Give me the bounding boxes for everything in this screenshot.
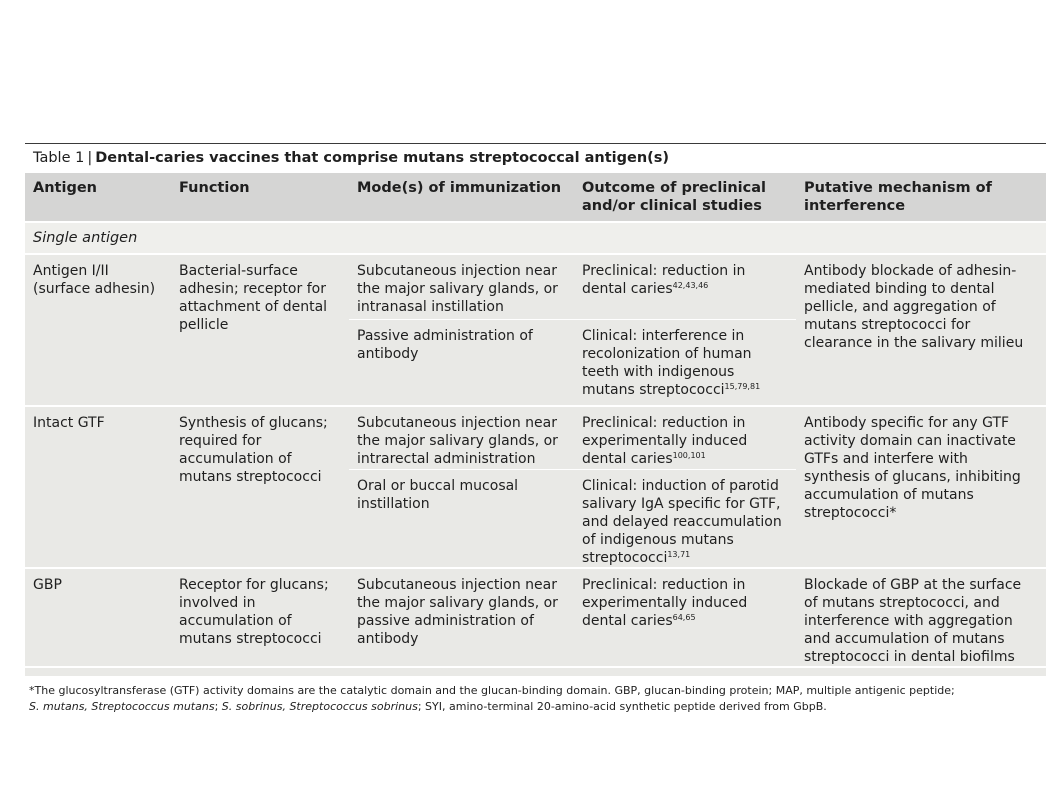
header-outcome: Outcome of preclinical and/or clinical studies (574, 173, 796, 222)
cell-function: Synthesis of glucans; required for accumulation of mutans streptococci (179, 415, 328, 485)
footnote-smutans-abbr: S. mutans, (29, 700, 88, 713)
outcome-text: Preclinical: reduction in experimentally induced dental caries (582, 415, 748, 467)
table-end-band (25, 666, 1046, 676)
table-row (25, 568, 1046, 666)
vaccine-table (25, 173, 1046, 666)
table-title: Dental-caries vaccines that comprise mutans streptococcal antigen(s) (95, 150, 670, 166)
table-header-row (25, 173, 1046, 222)
cell-mode: Subcutaneous injection near the major salivary glands, or intranasal instillation (357, 263, 558, 315)
footnote-semicolon: ; (214, 700, 219, 713)
cell-mode: Subcutaneous injection near the major salivary glands, or passive administration of antibody (357, 577, 558, 647)
cell-antigen: Antigen I/II (surface adhesin) (33, 263, 156, 297)
header-function: Function (171, 173, 349, 222)
table-caption (25, 144, 1046, 173)
cell-mechanism: Antibody blockade of adhesin-mediated binding to dental pellicle, and aggregation of mutans streptococci for clearance in the salivary milieu (804, 263, 1024, 351)
section-label: Single antigen (25, 222, 1046, 254)
section-row (25, 222, 1046, 254)
footnote-ssobrinus-abbr: S. sobrinus, (221, 700, 286, 713)
cell-outcome (574, 255, 796, 298)
cell-outcome (574, 470, 796, 567)
cell-mechanism: Blockade of GBP at the surface of mutans streptococci, and interference with aggregation and accumulation of mutans streptococci in dental biofilms (804, 577, 1022, 665)
footnote-line-2 (29, 699, 1039, 715)
cell-antigen: Intact GTF (33, 415, 105, 431)
outcome-refs: 100,101 (672, 451, 706, 460)
footnote-ssobrinus-full: Streptococcus sobrinus (289, 700, 418, 713)
outcome-text: Preclinical: reduction in experimentally induced dental caries (582, 577, 748, 629)
cell-mode: Oral or buccal mucosal instillation (357, 478, 519, 512)
outcome-text: Clinical: interference in recolonization of human teeth with indigenous mutans streptococci (582, 328, 752, 398)
cell-outcome (574, 320, 796, 399)
table-row (25, 406, 1046, 470)
header-mode: Mode(s) of immunization (349, 173, 574, 222)
outcome-refs: 13,71 (667, 550, 691, 559)
table-row (25, 254, 1046, 320)
cell-function: Bacterial-surface adhesin; receptor for attachment of dental pellicle (179, 263, 328, 333)
table-label: Table 1 (33, 150, 85, 166)
footnote-tail: ; SYI, amino-terminal 20-amino-acid synthetic peptide derived from GbpB. (417, 700, 827, 713)
cell-outcome (574, 407, 796, 468)
footnote-line-1: *The glucosyltransferase (GTF) activity domains are the catalytic domain and the glucan-binding domain. GBP, glucan-binding protein; MAP, multiple antigenic peptide; (29, 684, 955, 697)
caption-separator: | (87, 150, 93, 166)
cell-function: Receptor for glucans; involved in accumulation of mutans streptococci (179, 577, 329, 647)
outcome-text: Clinical: induction of parotid salivary IgA specific for GTF, and delayed reaccumulation of indigenous mutans streptococci (582, 478, 782, 566)
table-figure (25, 143, 1046, 676)
table-footnote (29, 683, 1039, 715)
header-antigen: Antigen (25, 173, 171, 222)
outcome-refs: 15,79,81 (724, 382, 761, 391)
footnote-smutans-full: Streptococcus mutans (91, 700, 215, 713)
cell-mode: Subcutaneous injection near the major salivary glands, or intrarectal administration (357, 415, 558, 467)
header-mechanism: Putative mechanism of interference (796, 173, 1046, 222)
outcome-text: Preclinical: reduction in dental caries (582, 263, 746, 297)
cell-mode: Passive administration of antibody (357, 328, 533, 362)
outcome-refs: 64,65 (672, 613, 696, 622)
cell-outcome (574, 569, 796, 630)
outcome-refs: 42,43,46 (672, 281, 709, 290)
cell-antigen: GBP (33, 577, 62, 593)
cell-mechanism: Antibody specific for any GTF activity domain can inactivate GTFs and interfere with synthesis of glucans, inhibiting accumulation of mutans streptococci* (804, 415, 1021, 521)
